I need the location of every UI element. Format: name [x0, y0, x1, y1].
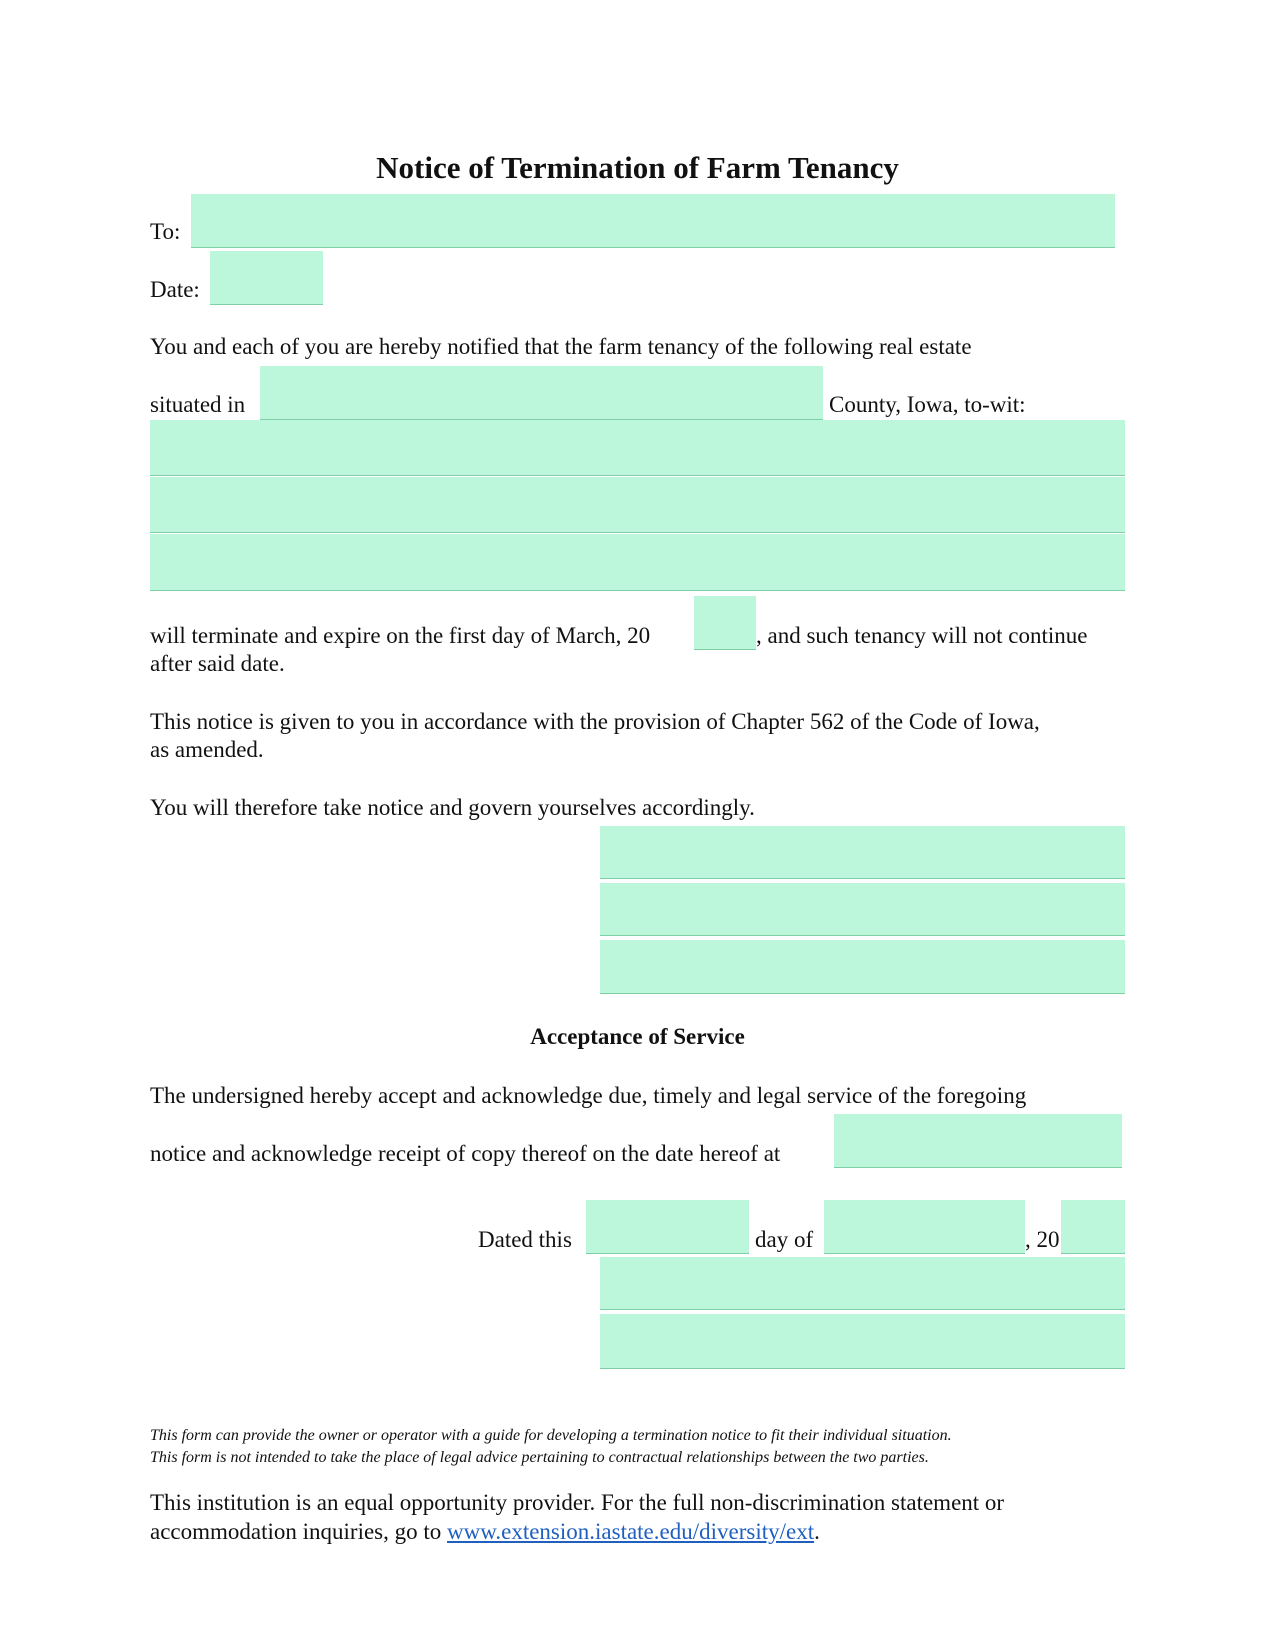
situated-in-label: situated in [150, 392, 246, 417]
year-field[interactable] [694, 596, 756, 650]
diversity-link[interactable]: www.extension.iastate.edu/diversity/ext [447, 1519, 815, 1544]
dated-this-label: Dated this [478, 1227, 572, 1252]
day-of-label: day of [755, 1227, 814, 1252]
terminate-text-part2: , and such tenancy will not continue [756, 623, 1088, 648]
signature-field-2[interactable] [600, 883, 1125, 936]
page-title: Notice of Termination of Farm Tenancy [376, 150, 899, 185]
date-field[interactable] [210, 251, 323, 305]
acceptance-signature-field-1[interactable] [600, 1257, 1125, 1310]
govern-text: You will therefore take notice and govern yourselves accordingly. [150, 795, 755, 820]
acceptance-signature-field-2[interactable] [600, 1314, 1125, 1369]
acceptance-heading: Acceptance of Service [530, 1024, 745, 1049]
date-label: Date: [150, 277, 200, 302]
to-label: To: [150, 219, 181, 244]
disclaimer-line1: This form can provide the owner or operator with a guide for developing a termination notice to fit their individual situation. [150, 1427, 952, 1444]
terminate-text-line2: after said date. [150, 651, 285, 676]
legal-description-field-2[interactable] [150, 477, 1125, 533]
disclaimer-line2: This form is not intended to take the place of legal advice pertaining to contractual relationships between the two parties. [150, 1449, 929, 1466]
chapter-text-line2: as amended. [150, 737, 264, 762]
legal-description-field-1[interactable] [150, 420, 1125, 476]
terminate-text-part1: will terminate and expire on the first day of March, 20 [150, 623, 651, 648]
chapter-text-line1: This notice is given to you in accordance with the provision of Chapter 562 of the Code of Iowa, [150, 709, 1040, 734]
month-field[interactable] [824, 1200, 1025, 1254]
accept-text-line1: The undersigned hereby accept and acknowledge due, timely and legal service of the foregoing [150, 1083, 1027, 1108]
service-location-field[interactable] [834, 1114, 1122, 1168]
accept-text-line2: notice and acknowledge receipt of copy thereof on the date hereof at [150, 1141, 781, 1166]
legal-description-field-3[interactable] [150, 534, 1125, 591]
county-field[interactable] [260, 366, 823, 420]
signature-field-3[interactable] [600, 940, 1125, 994]
county-suffix-label: County, Iowa, to-wit: [829, 392, 1026, 417]
notice-text-line1: You and each of you are hereby notified that the farm tenancy of the following real estate [150, 334, 972, 359]
signature-field-1[interactable] [600, 826, 1125, 879]
footer-line2-suffix: . [814, 1519, 820, 1544]
footer-line1: This institution is an equal opportunity provider. For the full non-discrimination statement or [150, 1490, 1005, 1515]
to-field[interactable] [191, 194, 1115, 248]
comma-20-label: , 20 [1025, 1227, 1060, 1252]
footer-line2-prefix: accommodation inquiries, go to [150, 1519, 448, 1544]
footer-line2 [150, 1518, 820, 1545]
day-field[interactable] [586, 1200, 749, 1254]
dated-year-field[interactable] [1061, 1200, 1125, 1254]
